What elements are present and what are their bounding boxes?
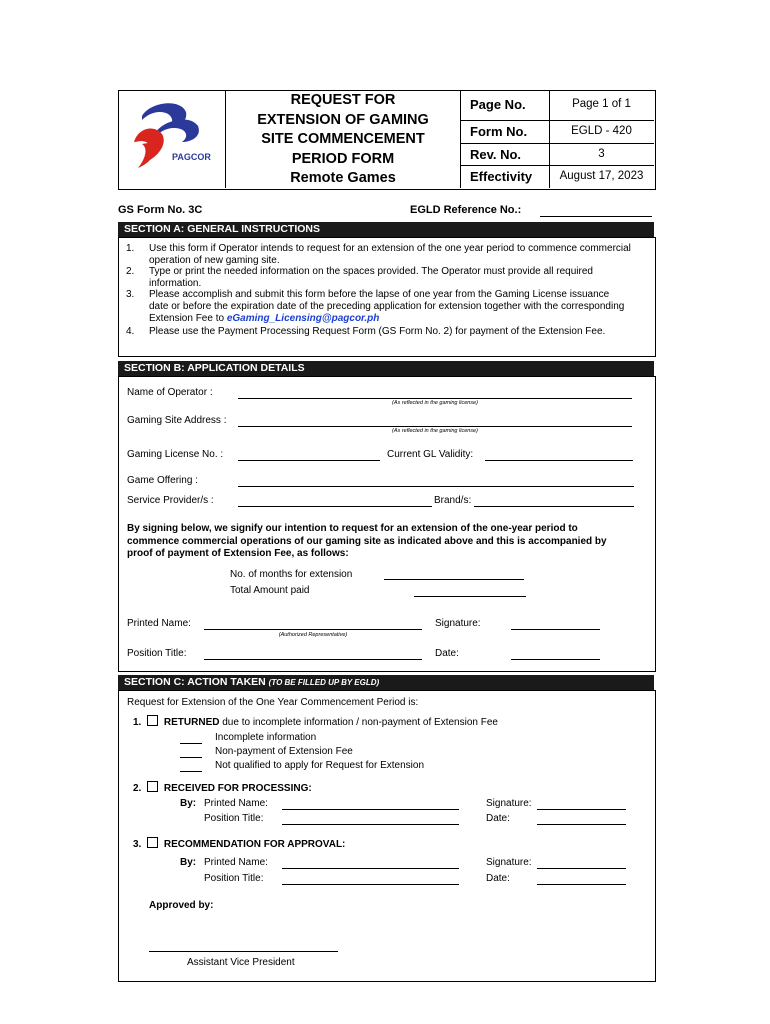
service-provider-field[interactable] [238, 506, 432, 507]
by-label: By: [180, 857, 197, 868]
title-line: REQUEST FOR [290, 92, 396, 108]
instruction-text: date or before the expiration date of the preceding application for extension together with the corresponding [149, 300, 625, 312]
statement-line: By signing below, we signify our intention to request for an extension of the one-year period to [127, 523, 578, 534]
recommend-signature-field[interactable] [537, 868, 626, 869]
option-not-qualified: Not qualified to apply for Request for Extension [215, 760, 425, 771]
instruction-text: information. [149, 277, 202, 289]
recommend-date-field[interactable] [537, 884, 626, 885]
operator-label: Name of Operator : [127, 387, 213, 398]
instruction-item [126, 289, 646, 324]
recommend-checkbox[interactable] [147, 837, 158, 848]
gl-validity-field[interactable] [485, 460, 633, 461]
printed-name-label: Printed Name: [127, 618, 191, 629]
address-hint: (As reflected in the gaming license) [392, 428, 478, 434]
option-incomplete: Incomplete information [215, 732, 317, 743]
instruction-text: Please use the Payment Processing Request Form (GS Form No. 2) for payment of the Extension Fee. [149, 326, 606, 338]
received-date-field[interactable] [537, 824, 626, 825]
pagcor-logo [128, 98, 218, 180]
section-c-box [118, 690, 656, 982]
amount-label: Total Amount paid [230, 585, 310, 596]
row-line [460, 165, 654, 166]
avp-title: Assistant Vice President [187, 957, 295, 968]
row-line [460, 143, 654, 144]
instruction-text: Extension Fee to [149, 312, 227, 324]
gl-validity-label: Current GL Validity: [387, 449, 474, 460]
item-number: 4. [126, 326, 135, 338]
gl-no-field[interactable] [238, 460, 380, 461]
returned-reason: due to incomplete information / non-payment of Extension Fee [219, 717, 498, 728]
item-number: 3. [126, 289, 135, 301]
signing-statement [127, 523, 643, 561]
email-link[interactable]: eGaming_Licensing@pagcor.ph [226, 312, 380, 324]
row-line [460, 120, 654, 121]
received-printed-name-field[interactable] [282, 809, 459, 810]
received-signature-field[interactable] [537, 809, 626, 810]
game-offering-field[interactable] [238, 486, 634, 487]
recommend-date-label: Date: [486, 873, 510, 884]
printed-name-field[interactable] [204, 629, 422, 630]
received-row [133, 781, 312, 794]
pagcor-logo-graphic [128, 98, 218, 180]
received-label: RECEIVED FOR PROCESSING: [163, 783, 312, 794]
date-field[interactable] [511, 659, 600, 660]
title-divider [460, 90, 461, 188]
option-blank[interactable] [180, 757, 202, 758]
address-label: Gaming Site Address : [127, 415, 227, 426]
page-no-value: Page 1 of 1 [572, 98, 631, 110]
statement-line: commence commercial operations of our gaming site as indicated above and this is accompanied by [127, 535, 607, 547]
instruction-item [126, 266, 646, 289]
egld-reference-label: EGLD Reference No.: [410, 204, 522, 216]
returned-row [133, 715, 498, 728]
section-c-note: (TO BE FILLED UP BY EGLD) [268, 678, 380, 687]
option-blank[interactable] [180, 771, 202, 772]
instruction-item [126, 243, 646, 266]
received-date-label: Date: [486, 813, 510, 824]
recommend-label: RECOMMENDATION FOR APPROVAL: [163, 839, 346, 850]
address-field[interactable] [238, 426, 632, 427]
section-c-title: SECTION C: ACTION TAKEN [124, 676, 266, 688]
title-line: EXTENSION OF GAMING [257, 111, 429, 128]
approved-by-label: Approved by: [149, 900, 214, 911]
position-title-label: Position Title: [127, 648, 187, 659]
section-b-heading: SECTION B: APPLICATION DETAILS [118, 361, 654, 376]
received-position-label: Position Title: [204, 813, 264, 824]
item-number: 1. [126, 243, 135, 254]
months-field[interactable] [384, 579, 524, 580]
rev-no-value: 3 [598, 148, 605, 160]
received-checkbox[interactable] [147, 781, 158, 792]
by-label: By: [180, 798, 197, 809]
game-offering-label: Game Offering : [127, 475, 198, 486]
item-number: 2. [126, 266, 135, 278]
instruction-text: Type or print the needed information on the spaces provided. The Operator must provide all required [149, 266, 593, 278]
authorized-rep-hint: (Authorized Representative) [278, 632, 348, 638]
instructions-list [126, 243, 646, 338]
section-c-heading [118, 675, 654, 690]
recommend-position-field[interactable] [282, 884, 459, 885]
egld-reference-field[interactable] [540, 216, 652, 217]
received-position-field[interactable] [282, 824, 459, 825]
page-no-label: Page No. [470, 97, 526, 112]
received-printed-name-label: Printed Name: [204, 798, 268, 809]
avp-signature-line[interactable] [149, 951, 338, 952]
recommend-printed-name-field[interactable] [282, 868, 459, 869]
effectivity-label: Effectivity [470, 169, 533, 184]
returned-label: RETURNED [163, 717, 220, 728]
recommend-printed-name-label: Printed Name: [204, 857, 268, 868]
instruction-item [126, 326, 646, 338]
recommend-signature-label: Signature: [486, 857, 532, 868]
option-nonpayment: Non-payment of Extension Fee [215, 746, 353, 757]
rev-no-label: Rev. No. [470, 147, 522, 162]
months-label: No. of months for extension [230, 569, 353, 580]
item-number: 3. [133, 839, 142, 850]
instruction-text: Please accomplish and submit this form before the lapse of one year from the Gaming License issuance [149, 289, 610, 301]
signature-field[interactable] [511, 629, 600, 630]
amount-field[interactable] [414, 596, 526, 597]
position-title-field[interactable] [204, 659, 422, 660]
operator-field[interactable] [238, 398, 632, 399]
logo-wordmark: PAGCOR [172, 152, 211, 162]
recommend-position-label: Position Title: [204, 873, 264, 884]
instruction-text: operation of new gaming site. [149, 254, 280, 266]
effectivity-value: August 17, 2023 [559, 170, 644, 182]
statement-line: proof of payment of Extension Fee, as follows: [127, 548, 349, 559]
form-title [226, 91, 460, 189]
gl-no-label: Gaming License No. : [127, 449, 224, 460]
form-no-value: EGLD - 420 [571, 125, 632, 137]
title-line: Remote Games [290, 170, 396, 186]
section-c-intro: Request for Extension of the One Year Commencement Period is: [127, 697, 419, 708]
instruction-text: Use this form if Operator intends to request for an extension of the one year period to commence commercial [149, 243, 631, 254]
received-signature-label: Signature: [486, 798, 532, 809]
recommend-row [133, 837, 345, 850]
title-line: PERIOD FORM [291, 150, 395, 167]
brands-label: Brand/s: [434, 495, 472, 506]
date-label: Date: [435, 648, 459, 659]
title-line: SITE COMMENCEMENT [261, 131, 425, 147]
returned-checkbox[interactable] [147, 715, 158, 726]
option-blank[interactable] [180, 743, 202, 744]
service-provider-label: Service Provider/s : [127, 495, 214, 506]
section-a-heading: SECTION A: GENERAL INSTRUCTIONS [118, 222, 654, 237]
signature-label: Signature: [435, 618, 481, 629]
item-number: 1. [133, 717, 142, 728]
item-number: 2. [133, 783, 142, 794]
brands-field[interactable] [474, 506, 634, 507]
form-no-label: Form No. [470, 124, 528, 139]
gs-form-no: GS Form No. 3C [118, 204, 203, 216]
operator-hint: (As reflected in the gaming license) [392, 400, 478, 406]
